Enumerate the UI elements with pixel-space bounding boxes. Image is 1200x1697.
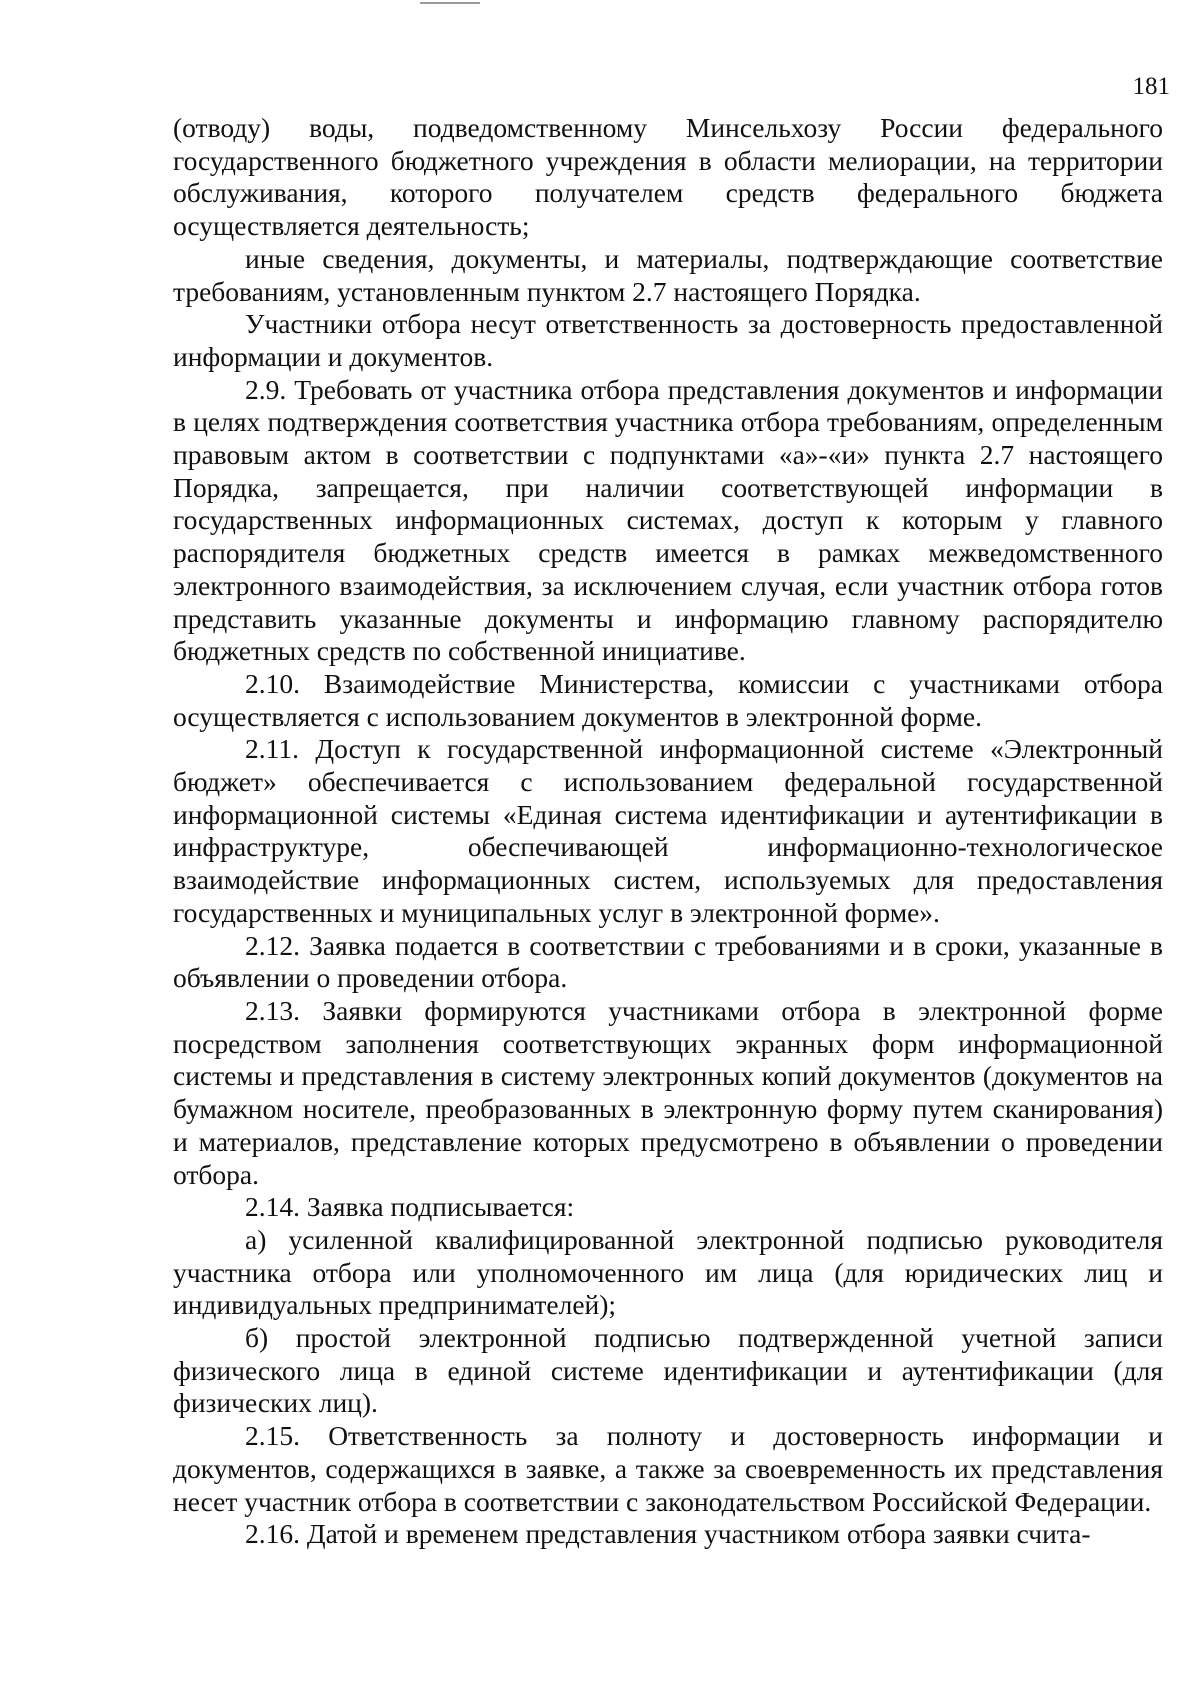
paragraph-2-14-a: а) усиленной квалифицированной электронной подписью руководителя участника отбора или уполномоченного им лица (для юридических лиц и индивидуальных предпринимателей); xyxy=(173,1223,1163,1321)
page-number: 181 xyxy=(1132,73,1170,100)
paragraph-2-16: 2.16. Датой и временем представления участником отбора заявки счита- xyxy=(245,1518,1091,1550)
paragraph-2-14: 2.14. Заявка подписывается: xyxy=(245,1191,575,1223)
paragraph-responsibility: Участники отбора несут ответственность за достоверность предоставленной информации и документов. xyxy=(173,308,1163,372)
paragraph-2-11: 2.11. Доступ к государственной информационной системе «Электронный бюджет» обеспечивается с использованием федеральной государственной информационной системы «Единая система идентификации и аутентификации в инфраструктуре, обеспечивающей информационно-технологическое взаимодействие информационных систем, используемых для предоставления государственных и муниципальных услуг в электронной форме». xyxy=(173,733,1163,928)
document-body xyxy=(173,112,1163,1551)
paragraph-2-12: 2.12. Заявка подается в соответствии с требованиями и в сроки, указанные в объявлении о проведении отбора. xyxy=(173,929,1163,994)
paragraph-other-information: иные сведения, документы, и материалы, подтверждающие соответствие требованиям, установленным пунктом 2.7 настоящего Порядка. xyxy=(173,242,1163,307)
scan-artifact xyxy=(420,2,480,4)
paragraph-2-9: 2.9. Требовать от участника отбора представления документов и информации в целях подтверждения соответствия участника отбора требованиям, определенным правовым актом в соответствии с подпунктами «а»-«и» пункта 2.7 настоящего Порядка, запрещается, при наличии соответствующей информации в государственных информационных системах, доступ к которым у главного распорядителя бюджетных средств имеется в рамках межведомственного электронного взаимодействия, за исключением случая, если участник отбора готов представить указанные документы и информацию главному распорядителю бюджетных средств по собственной инициативе. xyxy=(173,373,1163,667)
paragraph-2-10: 2.10. Взаимодействие Министерства, комиссии с участниками отбора осуществляется с использованием документов в электронной форме. xyxy=(173,667,1163,732)
paragraph-2-13: 2.13. Заявки формируются участниками отбора в электронной форме посредством заполнения соответствующих экранных форм информационной системы и представления в систему электронных копий документов (документов на бумажном носителе, преобразованных в электронную форму путем сканирования) и материалов, представление которых предусмотрено в объявлении о проведении отбора. xyxy=(173,994,1163,1190)
paragraph-continued: (отводу) воды, подведомственному Минсельхозу России федерального государственного бюджетного учреждения в области мелиорации, на территории обслуживания, которого получателем средств федерального бюджета осуществляется деятельность; xyxy=(173,112,1163,242)
paragraph-2-15: 2.15. Ответственность за полноту и достоверность информации и документов, содержащихся в заявке, а также за своевременность их представления несет участник отбора в соответствии с законодательством Российской Федерации. xyxy=(173,1420,1163,1517)
paragraph-2-14-b: б) простой электронной подписью подтвержденной учетной записи физического лица в единой системе идентификации и аутентификации (для физических лиц). xyxy=(173,1322,1163,1419)
